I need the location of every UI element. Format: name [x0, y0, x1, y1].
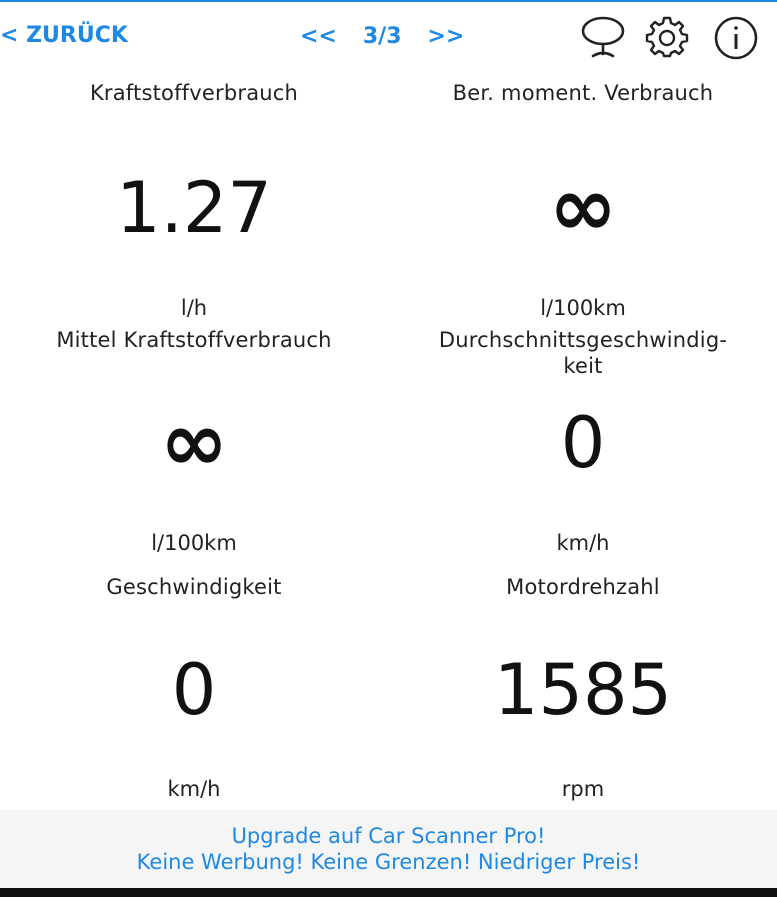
- gauge-unit: km/h: [167, 777, 221, 801]
- upgrade-banner-line1: Upgrade auf Car Scanner Pro!: [231, 824, 546, 848]
- upgrade-banner[interactable]: [0, 810, 777, 888]
- upgrade-banner-line2: Keine Werbung! Keine Grenzen! Niedriger Preis!: [136, 850, 641, 874]
- gauge-unit: rpm: [561, 777, 605, 801]
- gauge-title: Ber. moment. Verbrauch: [452, 81, 714, 105]
- gauge-title: Mittel Kraftstoffverbrauch: [56, 328, 332, 352]
- previous-page-button[interactable]: <<: [300, 23, 337, 49]
- gauge-value: ∞: [548, 160, 618, 255]
- gauge-unit: l/100km: [540, 296, 626, 320]
- gauge-engine-rpm[interactable]: [389, 574, 777, 810]
- gauge-unit: l/100km: [151, 531, 237, 555]
- gauge-title-line1: Durchschnittsgeschwindig-: [438, 328, 728, 352]
- gauge-grid: [0, 68, 777, 810]
- gauge-fuel-consumption[interactable]: [0, 80, 388, 320]
- gauge-calculated-instant-consumption[interactable]: [389, 80, 777, 320]
- back-button[interactable]: < ZURÜCK: [0, 23, 128, 48]
- gauge-value: ∞: [159, 395, 229, 490]
- page-navigator: [300, 22, 464, 50]
- gauge-title-line2: keit: [563, 354, 603, 378]
- gauge-title: Geschwindigkeit: [106, 575, 282, 599]
- system-navigation-bar: [0, 888, 777, 897]
- gauge-title: Motordrehzahl: [506, 575, 660, 599]
- gauge-unit: km/h: [556, 531, 610, 555]
- microphone-icon[interactable]: [578, 16, 628, 60]
- gauge-value: 0: [171, 649, 217, 731]
- gauge-value: 1.27: [116, 167, 272, 249]
- gear-icon[interactable]: [642, 16, 692, 60]
- next-page-button[interactable]: >>: [427, 23, 465, 49]
- gauge-average-speed[interactable]: [389, 327, 777, 557]
- gauge-average-fuel-consumption[interactable]: [0, 327, 388, 557]
- gauge-title: Kraftstoffverbrauch: [89, 81, 299, 105]
- header-bar: [0, 2, 777, 68]
- gauge-value: 1585: [493, 649, 673, 731]
- page-indicator: 3/3: [362, 23, 402, 49]
- gauge-value: 0: [560, 402, 606, 484]
- gauge-unit: l/h: [180, 296, 208, 320]
- gauge-speed[interactable]: [0, 574, 388, 810]
- info-icon[interactable]: [711, 16, 761, 60]
